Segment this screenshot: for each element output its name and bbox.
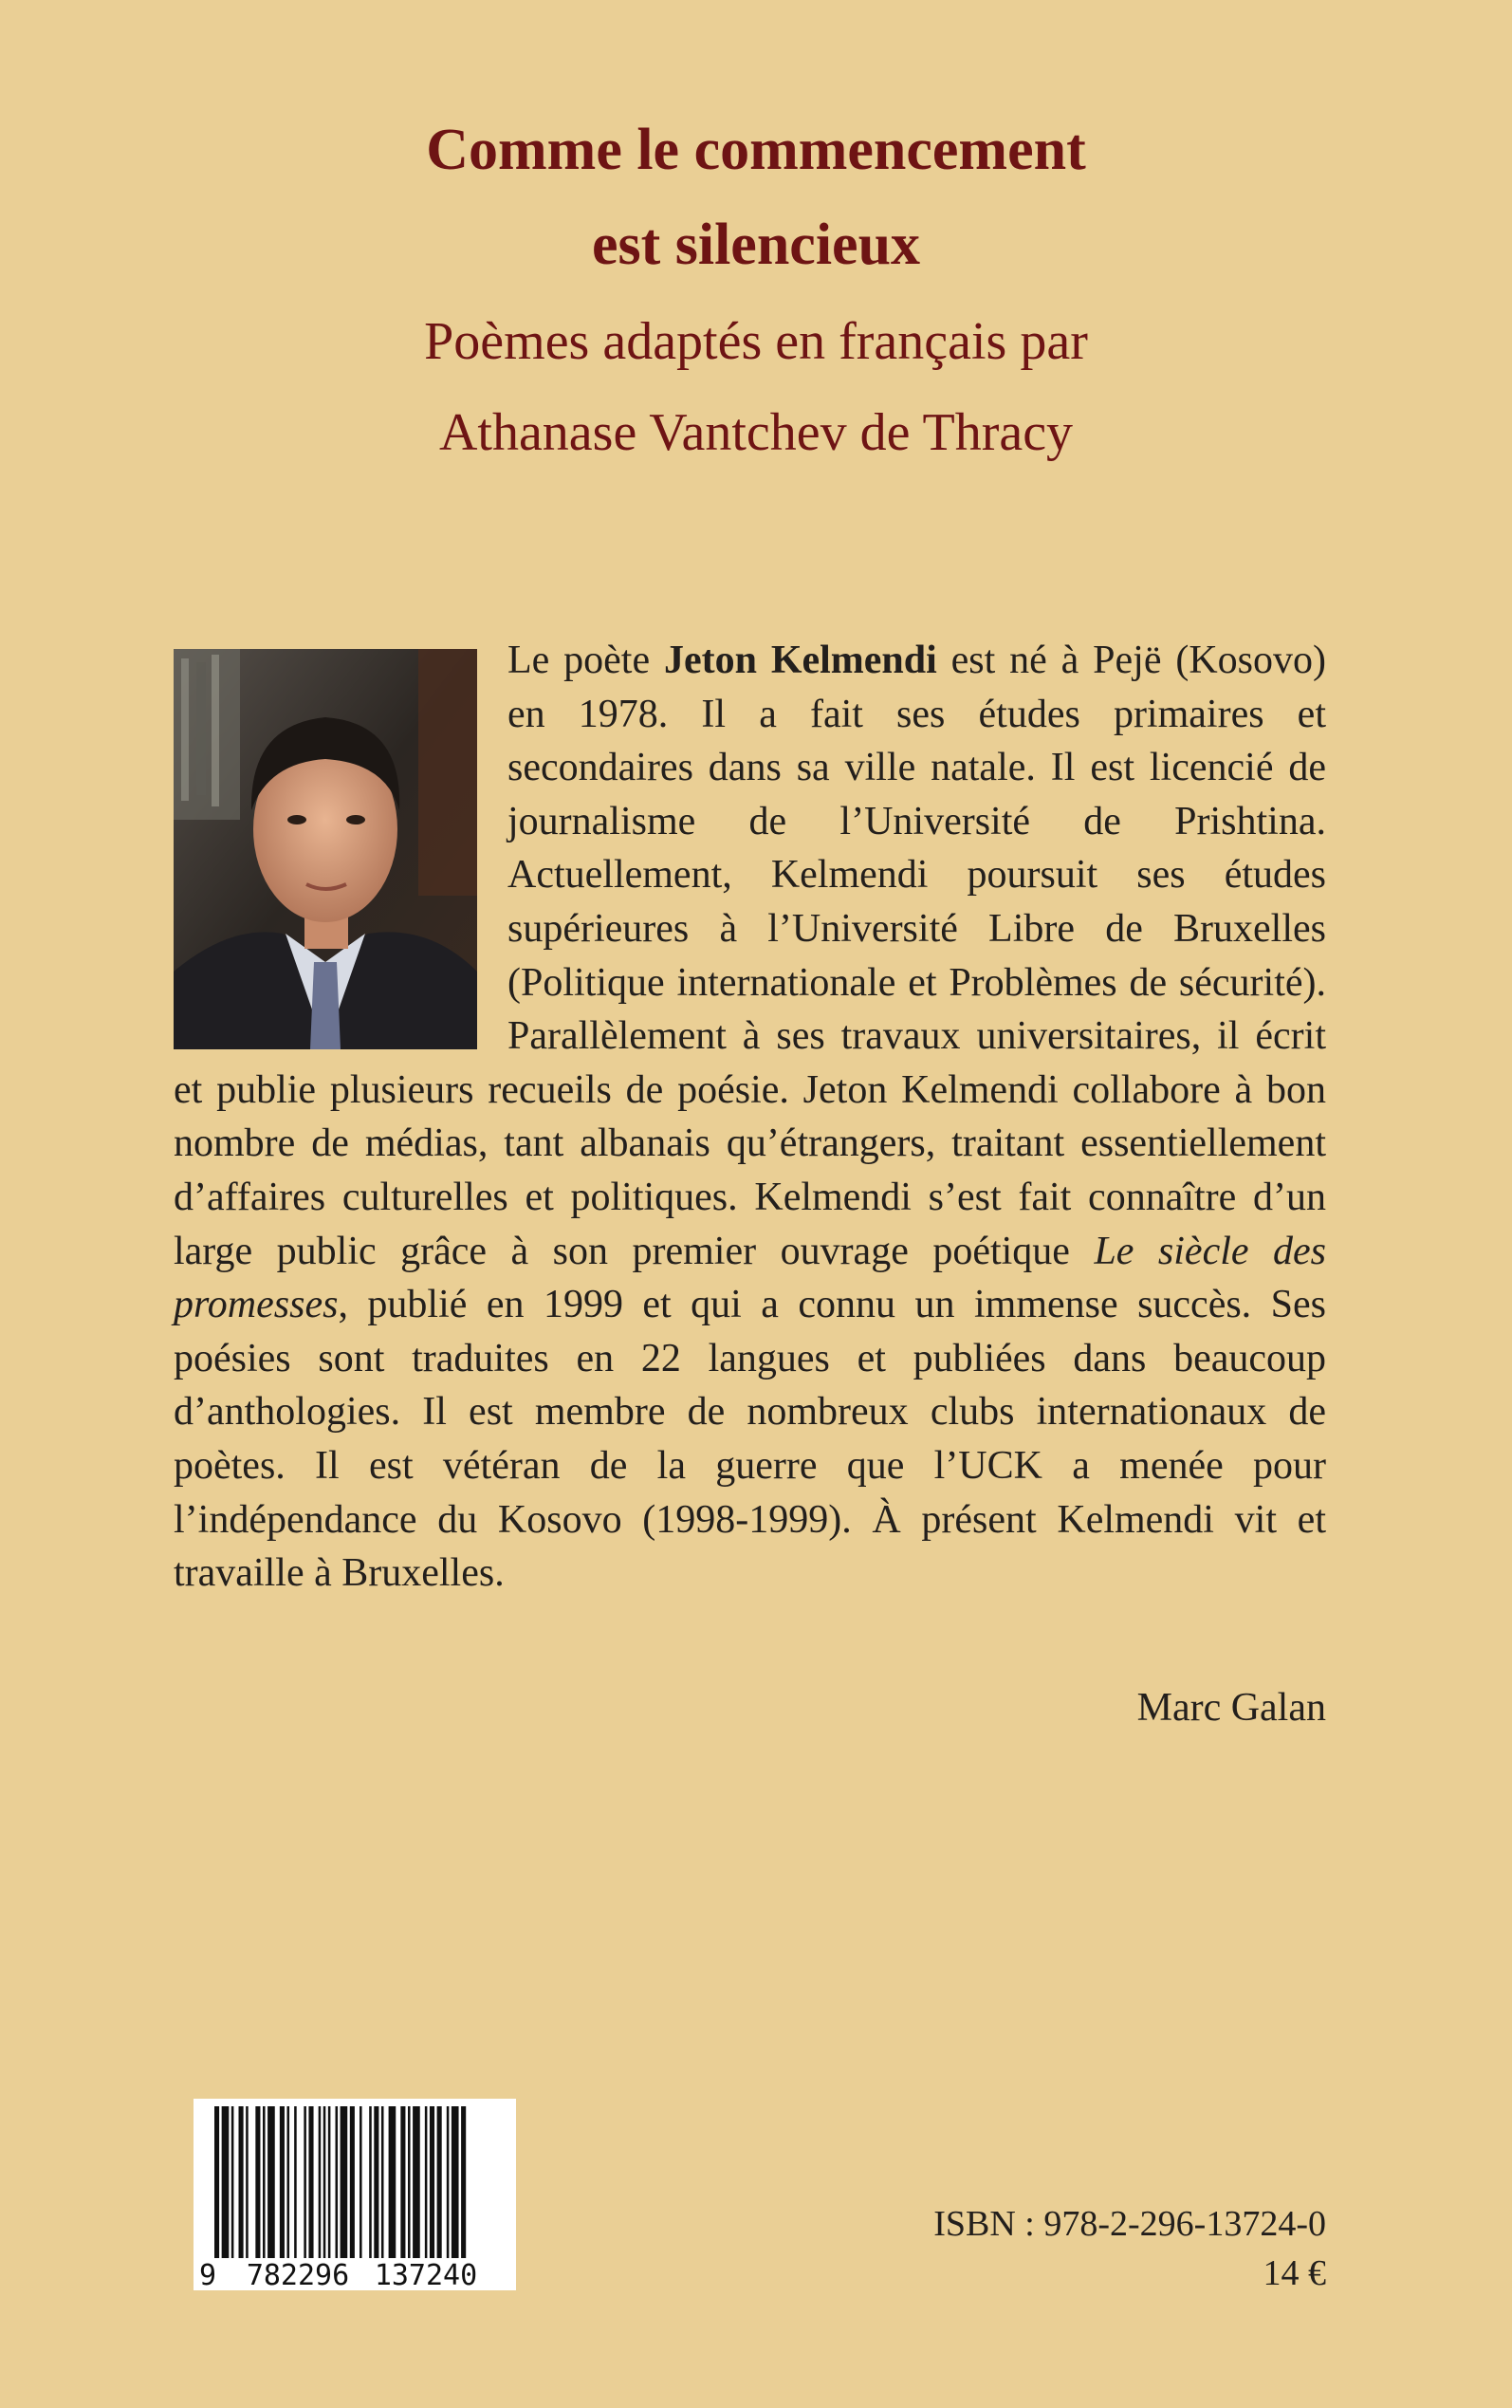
barcode-bar xyxy=(323,2106,326,2258)
barcode-bar xyxy=(263,2106,266,2258)
barcode-bar xyxy=(430,2106,434,2258)
barcode-bar xyxy=(360,2106,362,2258)
barcode-bar xyxy=(280,2106,285,2258)
barcode-bar xyxy=(452,2106,459,2258)
price: 14 € xyxy=(1263,2253,1326,2293)
translator-credit xyxy=(0,296,1512,478)
bio-intro: Le poète xyxy=(507,639,664,682)
author-name: Jeton Kelmendi xyxy=(663,639,937,682)
barcode-bar xyxy=(222,2106,230,2258)
book-title-line-1: Comme le commencement xyxy=(426,118,1086,182)
barcode-bar xyxy=(287,2106,290,2258)
barcode-bar xyxy=(231,2106,234,2258)
barcode-bar xyxy=(341,2106,348,2258)
barcode xyxy=(194,2099,516,2290)
translator-credit-line-1: Poèmes adaptés en français par xyxy=(424,312,1088,371)
barcode-bar xyxy=(328,2106,331,2258)
barcode-bar xyxy=(408,2106,411,2258)
signature: Marc Galan xyxy=(1136,1686,1326,1730)
barcode-bar xyxy=(214,2106,219,2258)
bio-text-part-2: , publié en 1999 et qui a connu un immense succès. Ses poésies sont traduites en 22 langues et publiées dans beaucoup d’anthologies. Il est membre de nombreux clubs internationaux de poètes. Il est vétéran de la guerre que l’UCK a menée pour l’indépendance du Kosovo (1998-1999). À présent Kelmendi vit et travaille à Bruxelles. xyxy=(174,1283,1326,1596)
barcode-bar xyxy=(255,2106,260,2258)
barcode-bar xyxy=(319,2106,322,2258)
barcode-bar xyxy=(400,2106,405,2258)
barcode-bar xyxy=(336,2106,339,2258)
barcode-bar xyxy=(437,2106,442,2258)
author-biography xyxy=(174,634,1326,1601)
bio-text-part-1: est né à Pejë (Kosovo) en 1978. Il a fait ses études primaires et secondaires dans sa ville natale. Il est licencié de journalisme de l’Université de Prishtina. Actuellement, Kelmendi poursuit ses études supérieures à l’Université Libre de Bruxelles (Politique internationale et Problèmes de sécurité). Parallèlement à ses travaux universitaires, il écrit et publie plusieurs recueils de poésie. Jeton Kelmendi collabore à bon nombre de médias, tant albanais qu’étrangers, traitant essentiellement d’affaires culturelles et politiques. Kelmendi s’est fait connaître d’un large public grâce à son premier ouvrage poétique xyxy=(174,639,1326,1273)
barcode-bar xyxy=(308,2106,313,2258)
book-title-line-2: est silencieux xyxy=(591,213,921,277)
barcode-bar xyxy=(413,2106,420,2258)
book-title xyxy=(0,102,1512,292)
barcode-bar xyxy=(294,2106,297,2258)
barcode-bar xyxy=(447,2106,450,2258)
barcode-digits: 782296 xyxy=(246,2259,350,2290)
barcode-bar xyxy=(246,2106,249,2258)
barcode-digits: 137240 xyxy=(374,2259,478,2290)
barcode-bar xyxy=(389,2106,396,2258)
barcode-bar xyxy=(369,2106,372,2258)
barcode-bar xyxy=(381,2106,384,2258)
barcode-digits: 9 xyxy=(199,2259,217,2290)
barcode-bar xyxy=(461,2106,466,2258)
isbn-number: ISBN : 978-2-296-13724-0 xyxy=(933,2204,1326,2244)
isbn-price-block xyxy=(933,2199,1326,2298)
barcode-bar xyxy=(267,2106,275,2258)
barcode-bar xyxy=(374,2106,378,2258)
translator-credit-line-2: Athanase Vantchev de Thracy xyxy=(438,403,1074,462)
book-reference: Le siècle des promesses xyxy=(174,1229,1327,1327)
barcode-bar xyxy=(239,2106,244,2258)
barcode-bar xyxy=(304,2106,306,2258)
barcode-bar xyxy=(350,2106,355,2258)
barcode-bar xyxy=(425,2106,428,2258)
